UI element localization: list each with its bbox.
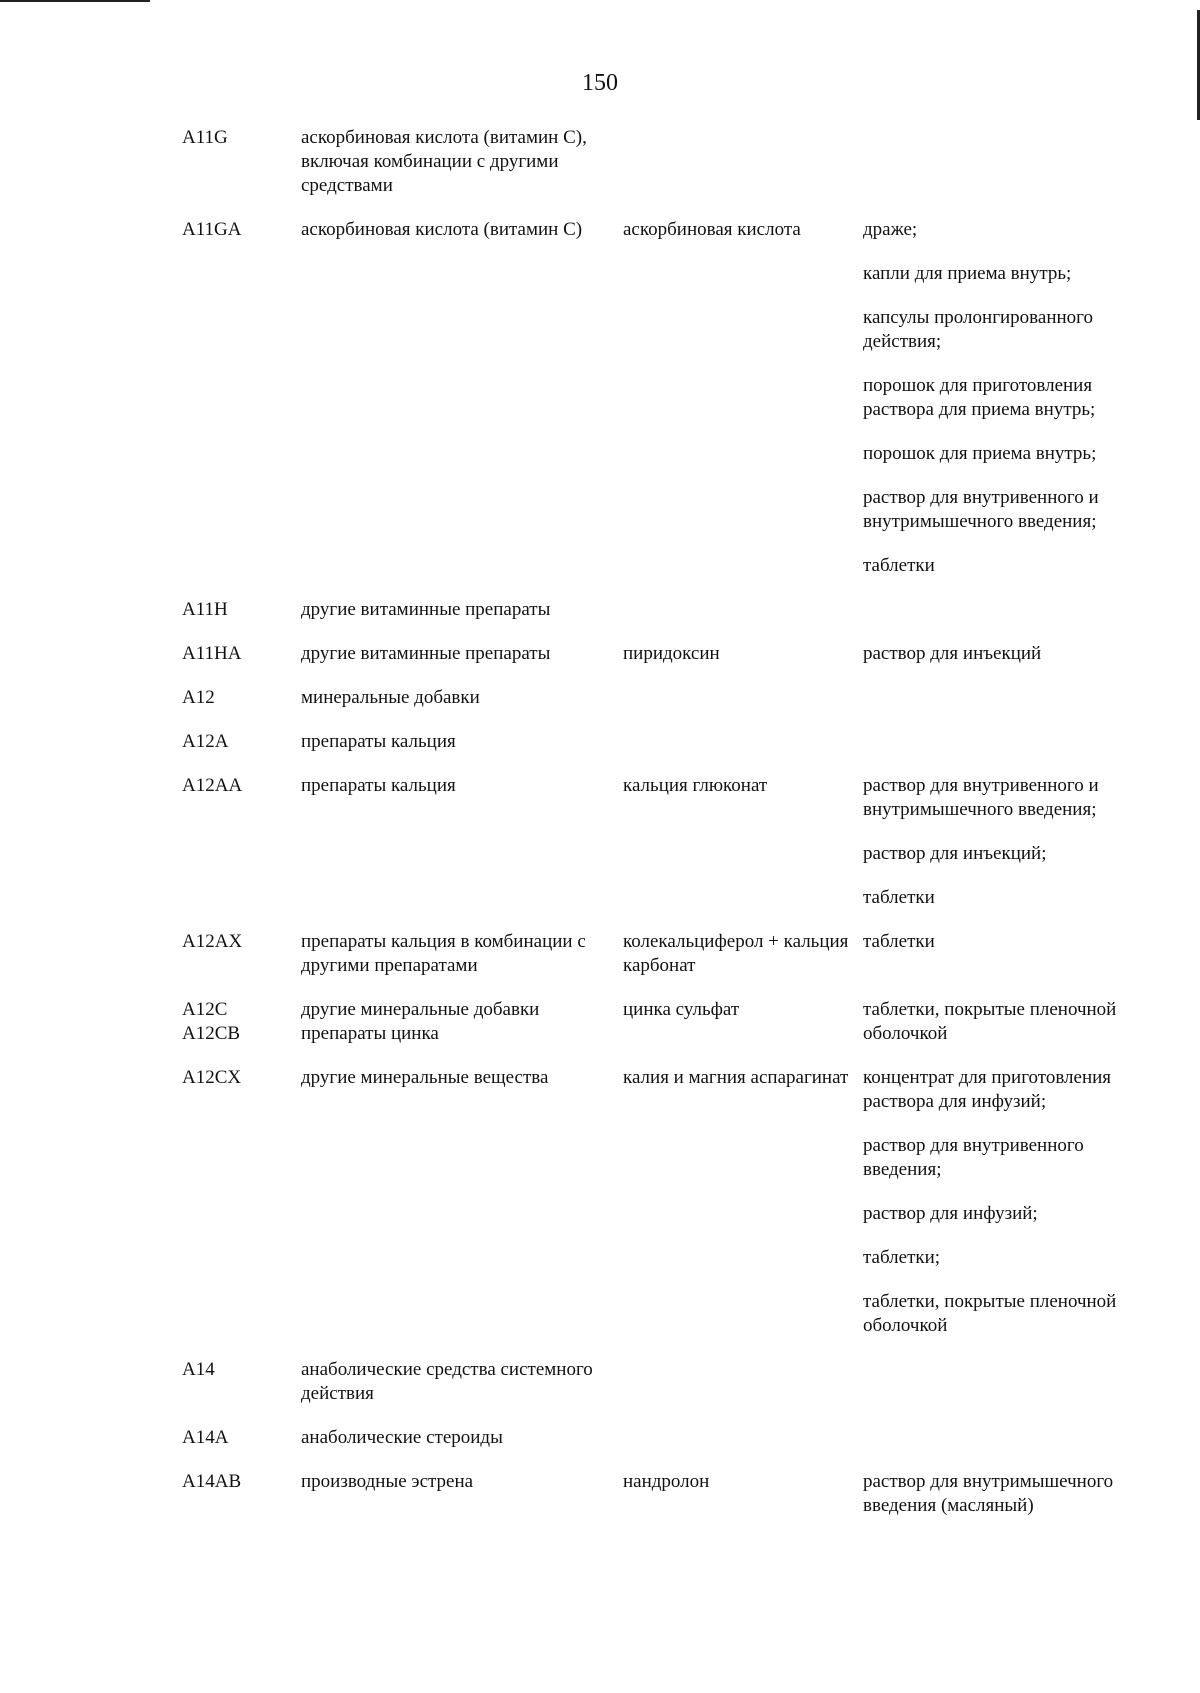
dosage-form-item: таблетки, покрытые пленочной оболочкой (863, 999, 1117, 1044)
drug-name-cell (623, 218, 863, 578)
dosage-forms-cell (863, 598, 1133, 622)
drug-name-cell (623, 930, 863, 978)
table-row (180, 730, 1140, 754)
atc-code-cell-text: A14AB (182, 1471, 242, 1492)
table-row (180, 1426, 1140, 1450)
table-row (180, 1358, 1140, 1406)
drug-name-cell (623, 998, 863, 1046)
dosage-forms-cell (863, 642, 1133, 666)
group-name-cell (301, 598, 623, 622)
atc-code-cell (180, 930, 301, 978)
dosage-forms-cell (863, 998, 1133, 1046)
group-name-cell (301, 930, 623, 978)
group-name-cell-text: анаболические стероиды (301, 1427, 503, 1448)
atc-code-cell (180, 1470, 301, 1518)
dosage-form-item: раствор для инъекций (863, 643, 1042, 664)
group-name-cell (301, 1066, 623, 1338)
drug-name-cell (623, 642, 863, 666)
group-name-cell (301, 218, 623, 578)
atc-code-cell-text: A12C (182, 999, 228, 1020)
table-row (180, 218, 1140, 578)
atc-code-cell (180, 686, 301, 710)
group-name-cell (301, 774, 623, 910)
atc-code-cell-text: A12A (182, 731, 229, 752)
dosage-form-item: раствор для внутривенного и внутримышечного введения; (863, 487, 1099, 532)
atc-code-cell (180, 998, 301, 1046)
atc-code-cell-text: A11H (182, 599, 228, 620)
table-row (180, 1470, 1140, 1518)
table-row (180, 774, 1140, 910)
group-name-cell (301, 1358, 623, 1406)
group-name-cell (301, 1426, 623, 1450)
group-name-cell-text: производные эстрена (301, 1471, 474, 1492)
atc-code-cell (180, 774, 301, 910)
dosage-form-item: раствор для инъекций; (863, 843, 1047, 864)
group-name-cell-text: препараты кальция в комбинации с другими препаратами (301, 931, 586, 976)
table-row (180, 998, 1140, 1046)
dosage-forms-cell (863, 126, 1133, 198)
dosage-form-item: таблетки (863, 887, 935, 908)
atc-code-cell-text: A12AX (182, 931, 243, 952)
dosage-forms-cell (863, 218, 1133, 578)
dosage-form-item: капсулы пролонгированного действия; (863, 307, 1093, 352)
dosage-form-item: раствор для инфузий; (863, 1203, 1038, 1224)
dosage-form-item: раствор для внутривенного введения; (863, 1135, 1084, 1180)
atc-code-cell (180, 126, 301, 198)
group-name-cell-text: другие минеральные добавки (301, 999, 540, 1020)
atc-code-cell-text: A14 (182, 1359, 215, 1380)
atc-code-cell-text: A11GA (182, 219, 242, 240)
drug-name-cell (623, 730, 863, 754)
dosage-form-item: драже; (863, 219, 918, 240)
atc-code-cell-text: A11HA (182, 643, 242, 664)
drug-name-cell (623, 1358, 863, 1406)
table-row (180, 1066, 1140, 1338)
dosage-form-item: порошок для приготовления раствора для приема внутрь; (863, 375, 1096, 420)
dosage-forms-cell (863, 1066, 1133, 1338)
dosage-forms-cell (863, 686, 1133, 710)
atc-code-cell (180, 730, 301, 754)
group-name-cell (301, 1470, 623, 1518)
dosage-forms-cell (863, 774, 1133, 910)
drug-name-cell (623, 774, 863, 910)
dosage-form-item: таблетки; (863, 1247, 941, 1268)
drug-name-cell-text: пиридоксин (623, 643, 720, 664)
dosage-form-item: таблетки, покрытые пленочной оболочкой (863, 1291, 1117, 1336)
dosage-form-item: раствор для внутримышечного введения (масляный) (863, 1471, 1114, 1516)
dosage-form-item: порошок для приема внутрь; (863, 443, 1097, 464)
drug-name-cell (623, 1470, 863, 1518)
atc-code-cell-text: A12CB (182, 1023, 241, 1044)
dosage-forms-cell (863, 1358, 1133, 1406)
group-name-cell-text: аскорбиновая кислота (витамин С), включая комбинации с другими средствами (301, 127, 587, 196)
atc-code-cell-text: A12AA (182, 775, 243, 796)
group-name-cell (301, 642, 623, 666)
group-name-cell (301, 126, 623, 198)
atc-code-cell-text: A11G (182, 127, 228, 148)
atc-code-cell-text: A12CX (182, 1067, 242, 1088)
group-name-cell-text: препараты цинка (301, 1023, 439, 1044)
drug-name-cell-text: цинка сульфат (623, 999, 740, 1020)
group-name-cell-text: препараты кальция (301, 731, 456, 752)
group-name-cell-text: другие витаминные препараты (301, 643, 551, 664)
group-name-cell-text: другие минеральные вещества (301, 1067, 549, 1088)
table-row (180, 642, 1140, 666)
drug-name-cell (623, 598, 863, 622)
table-row (180, 126, 1140, 198)
drug-name-cell-text: колекальциферол + кальция карбонат (623, 931, 849, 976)
group-name-cell-text: другие витаминные препараты (301, 599, 551, 620)
group-name-cell-text: минеральные добавки (301, 687, 480, 708)
drug-name-cell-text: нандролон (623, 1471, 710, 1492)
atc-code-cell (180, 642, 301, 666)
table-row (180, 686, 1140, 710)
atc-code-cell (180, 1066, 301, 1338)
dosage-form-item: капли для приема внутрь; (863, 263, 1072, 284)
dosage-form-item: раствор для внутривенного и внутримышечного введения; (863, 775, 1099, 820)
dosage-forms-cell (863, 1426, 1133, 1450)
dosage-forms-cell (863, 1470, 1133, 1518)
drug-name-cell-text: кальция глюконат (623, 775, 768, 796)
dosage-form-item: таблетки (863, 555, 935, 576)
atc-code-cell (180, 598, 301, 622)
group-name-cell (301, 686, 623, 710)
atc-code-cell-text: A12 (182, 687, 215, 708)
dosage-form-item: таблетки (863, 931, 935, 952)
group-name-cell (301, 998, 623, 1046)
drug-name-cell (623, 1066, 863, 1338)
drug-name-cell (623, 126, 863, 198)
dosage-forms-cell (863, 930, 1133, 978)
drug-name-cell-text: аскорбиновая кислота (623, 219, 801, 240)
group-name-cell-text: аскорбиновая кислота (витамин С) (301, 219, 583, 240)
atc-code-cell-text: A14A (182, 1427, 229, 1448)
dosage-forms-cell (863, 730, 1133, 754)
group-name-cell-text: препараты кальция (301, 775, 456, 796)
drug-table (180, 126, 1140, 1538)
drug-name-cell (623, 686, 863, 710)
group-name-cell-text: анаболические средства системного действия (301, 1359, 593, 1404)
page-number: 150 (582, 70, 618, 96)
dosage-form-item: концентрат для приготовления раствора для инфузий; (863, 1067, 1112, 1112)
scan-edge-top (0, 0, 150, 2)
group-name-cell (301, 730, 623, 754)
atc-code-cell (180, 218, 301, 578)
drug-name-cell (623, 1426, 863, 1450)
atc-code-cell (180, 1358, 301, 1406)
table-row (180, 598, 1140, 622)
drug-name-cell-text: калия и магния аспарагинат (623, 1067, 849, 1088)
atc-code-cell (180, 1426, 301, 1450)
table-row (180, 930, 1140, 978)
